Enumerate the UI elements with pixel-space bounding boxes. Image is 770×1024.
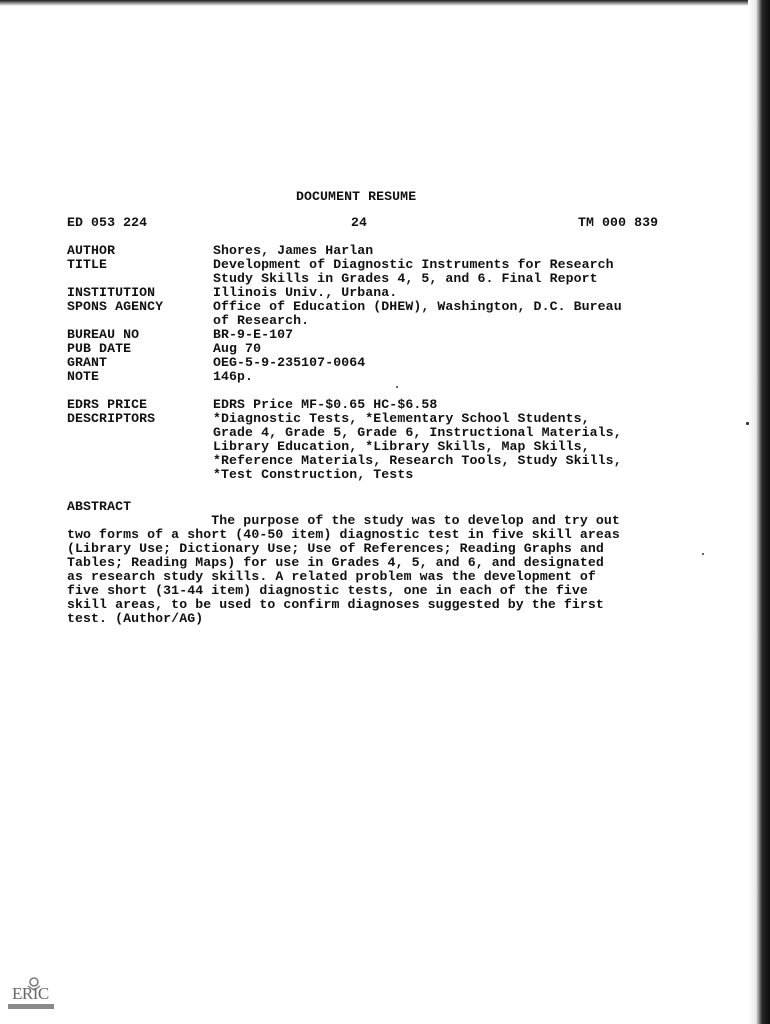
- field-value: [213, 300, 622, 328]
- scan-top-edge: [0, 0, 770, 6]
- abstract-line: two forms of a short (40-50 item) diagnostic test in five skill areas: [67, 527, 620, 542]
- field-value-line: *Diagnostic Tests, *Elementary School Students,: [213, 411, 590, 426]
- field-label: GRANT: [67, 355, 108, 370]
- abstract-text: [67, 514, 620, 626]
- field-label: TITLE: [67, 257, 108, 272]
- field-label: EDRS PRICE: [67, 397, 148, 412]
- abstract-line: Tables; Reading Maps) for use in Grades 4, 5, and 6, and designated: [67, 555, 604, 570]
- field-value-line: OEG-5-9-235107-0064: [213, 355, 366, 370]
- scan-speck: [702, 553, 704, 555]
- scan-right-edge: [748, 0, 770, 1024]
- field-value-line: Shores, James Harlan: [213, 243, 374, 258]
- field-value-line: Study Skills in Grades 4, 5, and 6. Final Report: [213, 271, 598, 286]
- field-value-line: Development of Diagnostic Instruments for Research: [213, 257, 614, 272]
- field-value-line: Illinois Univ., Urbana.: [213, 285, 398, 300]
- field-label: BUREAU NO: [67, 327, 140, 342]
- field-value-line: *Test Construction, Tests: [213, 467, 414, 482]
- field-label: NOTE: [67, 369, 100, 384]
- document-heading: DOCUMENT RESUME: [296, 189, 417, 204]
- field-value-line: of Research.: [213, 313, 310, 328]
- abstract-label: ABSTRACT: [67, 499, 132, 514]
- eric-logo-bar: [8, 1004, 54, 1009]
- field-label: SPONS AGENCY: [67, 299, 164, 314]
- field-label: DESCRIPTORS: [67, 411, 156, 426]
- field-value-line: BR-9-E-107: [213, 327, 294, 342]
- abstract-line: The purpose of the study was to develop and try out: [67, 513, 620, 528]
- field-value: [213, 258, 614, 286]
- center-number: 24: [351, 215, 368, 230]
- field-value-line: Office of Education (DHEW), Washington, D.C. Bureau: [213, 299, 622, 314]
- scan-speck: [396, 386, 398, 388]
- eric-logo-text: ERIC: [12, 984, 49, 1003]
- field-value: [213, 328, 293, 342]
- field-value: [213, 342, 261, 356]
- abstract-line: as research study skills. A related problem was the development of: [67, 569, 596, 584]
- field-value: [213, 412, 622, 482]
- field-label: INSTITUTION: [67, 285, 156, 300]
- field-value-line: Grade 4, Grade 5, Grade 6, Instructional Materials,: [213, 425, 622, 440]
- field-value: [213, 356, 365, 370]
- field-value-line: Library Education, *Library Skills, Map Skills,: [213, 439, 590, 454]
- abstract-line: five short (31-44 item) diagnostic tests, one in each of the five: [67, 583, 588, 598]
- tm-number: TM 000 839: [578, 215, 659, 230]
- field-value-line: 146p.: [213, 369, 254, 384]
- field-label: PUB DATE: [67, 341, 132, 356]
- field-value-line: *Reference Materials, Research Tools, Study Skills,: [213, 453, 622, 468]
- field-value: [213, 286, 397, 300]
- abstract-line: test. (Author/AG): [67, 611, 204, 626]
- field-value: [213, 398, 437, 412]
- abstract-line: (Library Use; Dictionary Use; Use of References; Reading Graphs and: [67, 541, 604, 556]
- scan-speck: [746, 422, 749, 425]
- field-label: AUTHOR: [67, 243, 116, 258]
- field-value-line: EDRS Price MF-$0.65 HC-$6.58: [213, 397, 438, 412]
- field-value: [213, 244, 373, 258]
- field-value: [213, 370, 253, 384]
- abstract-line: skill areas, to be used to confirm diagnoses suggested by the first: [67, 597, 604, 612]
- field-value-line: Aug 70: [213, 341, 262, 356]
- ed-number: ED 053 224: [67, 215, 148, 230]
